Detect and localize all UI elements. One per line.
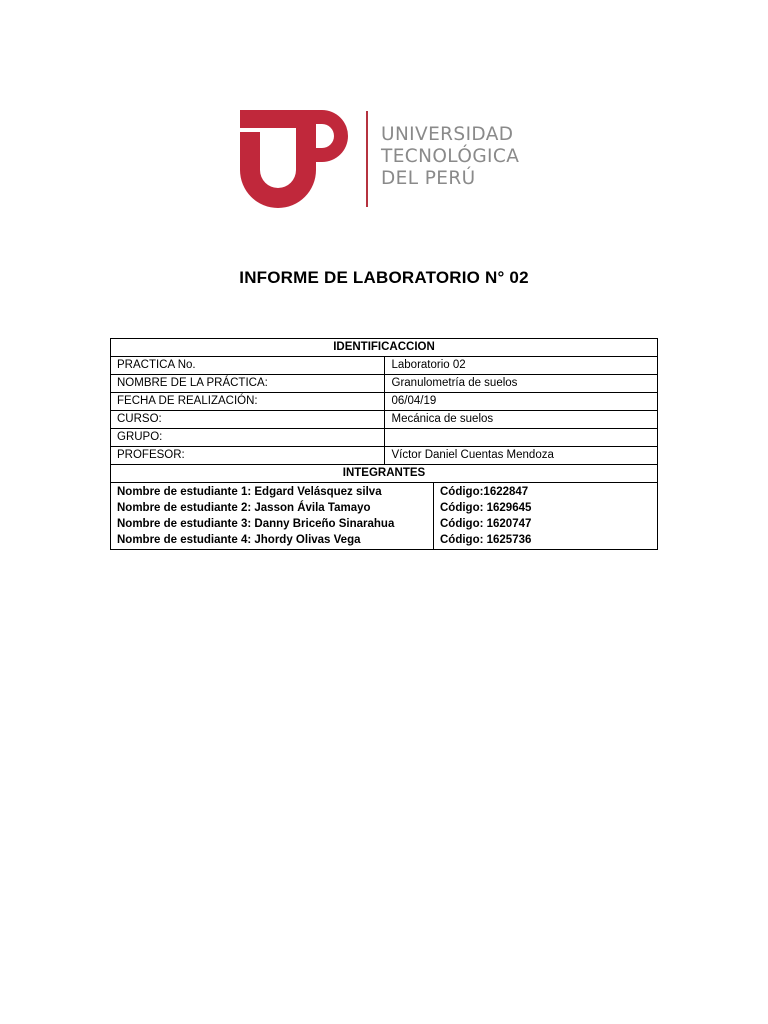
identification-header: IDENTIFICACCION (111, 339, 658, 357)
practice-number-value: Laboratorio 02 (384, 357, 658, 375)
identification-table (110, 338, 658, 550)
member-code: Código:1622847 (434, 483, 658, 500)
identification-header-row (111, 339, 658, 357)
university-name-line-1: UNIVERSIDAD (381, 124, 514, 145)
utp-logo (236, 108, 536, 208)
member-code: Código: 1625736 (434, 532, 658, 549)
member-name: Nombre de estudiante 2: Jasson Ávila Tamayo (111, 500, 434, 516)
member-code: Código: 1620747 (434, 516, 658, 532)
course-value: Mecánica de suelos (384, 411, 658, 429)
date-label: FECHA DE REALIZACIÓN: (111, 393, 385, 411)
practice-number-label: PRACTICA No. (111, 357, 385, 375)
logo-divider (366, 111, 368, 207)
professor-label: PROFESOR: (111, 447, 385, 465)
table-row (111, 483, 658, 550)
member-row (111, 516, 657, 532)
course-label: CURSO: (111, 411, 385, 429)
table-row (111, 411, 658, 429)
group-label: GRUPO: (111, 429, 385, 447)
table-row (111, 375, 658, 393)
table-row (111, 447, 658, 465)
university-name-line-2: TECNOLÓGICA (381, 146, 520, 167)
university-name-line-3: DEL PERÚ (381, 168, 476, 189)
member-name: Nombre de estudiante 1: Edgard Velásquez silva (111, 483, 434, 500)
member-name: Nombre de estudiante 4: Jhordy Olivas Vega (111, 532, 434, 549)
member-row (111, 483, 657, 500)
date-value: 06/04/19 (384, 393, 658, 411)
members-table (111, 483, 657, 549)
practice-name-label: NOMBRE DE LA PRÁCTICA: (111, 375, 385, 393)
table-row (111, 393, 658, 411)
table-row (111, 357, 658, 375)
members-header: INTEGRANTES (111, 465, 658, 483)
member-row (111, 500, 657, 516)
members-cell (111, 483, 658, 550)
professor-value: Víctor Daniel Cuentas Mendoza (384, 447, 658, 465)
university-name (381, 124, 541, 190)
practice-name-value: Granulometría de suelos (384, 375, 658, 393)
utp-logo-mark-icon (236, 108, 356, 208)
report-title: INFORME DE LABORATORIO N° 02 (239, 268, 529, 287)
group-value (384, 429, 658, 447)
member-name: Nombre de estudiante 3: Danny Briceño Sinarahua (111, 516, 434, 532)
members-header-row (111, 465, 658, 483)
member-code: Código: 1629645 (434, 500, 658, 516)
member-row (111, 532, 657, 549)
table-row (111, 429, 658, 447)
